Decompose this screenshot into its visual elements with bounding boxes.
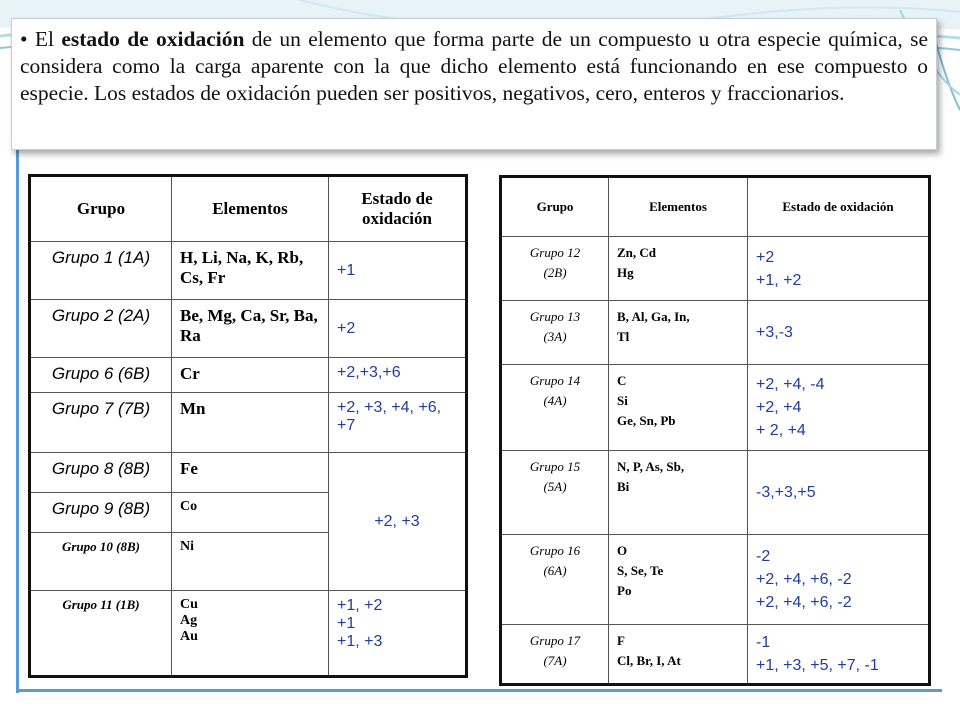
- row-group: [501, 237, 609, 301]
- group-line: Grupo 16: [529, 543, 581, 558]
- table-row: [501, 451, 930, 535]
- header-grupo: Grupo: [30, 176, 172, 242]
- state-line: +2: [756, 248, 775, 266]
- row-states: [748, 451, 930, 535]
- group-line: Grupo 17: [529, 633, 581, 648]
- row-elements: [609, 451, 748, 535]
- oxidation-table-left: [28, 174, 468, 678]
- group-line: (7A): [543, 653, 567, 668]
- intro-text-bold: estado de oxidación: [61, 27, 245, 51]
- state-line: +1, +3: [337, 633, 383, 650]
- table-row: [501, 625, 930, 685]
- group-line: (2B): [543, 265, 567, 280]
- header-grupo: Grupo: [501, 177, 609, 237]
- group-line: (6A): [543, 563, 567, 578]
- table-row: [30, 242, 467, 300]
- table-row: [501, 237, 930, 301]
- state-line: -3,+3,+5: [756, 484, 816, 501]
- row-elements: H, Li, Na, K, Rb, Cs, Fr: [172, 242, 329, 300]
- header-estado: Estado de oxidación: [329, 176, 467, 242]
- row-states: [748, 301, 930, 365]
- row-group: Grupo 10 (8B): [30, 533, 172, 591]
- element-line: Tl: [617, 329, 630, 344]
- element-line: O: [617, 543, 628, 558]
- row-group: Grupo 9 (8B): [30, 493, 172, 533]
- header-estado: Estado de oxidación: [748, 177, 930, 237]
- row-group: [501, 365, 609, 451]
- row-states: +2, +3, +4, +6, +7: [329, 393, 467, 453]
- row-states: [748, 365, 930, 451]
- state-line: + 2, +4: [756, 422, 806, 439]
- element-line: Po: [617, 583, 632, 598]
- element-line: Cl, Br, I, At: [617, 653, 681, 668]
- element-line: Au: [180, 629, 198, 644]
- row-elements: [609, 237, 748, 301]
- element-line: Zn, Cd: [617, 245, 657, 260]
- table-row: [30, 300, 467, 358]
- row-elements: [609, 625, 748, 685]
- row-group: [501, 451, 609, 535]
- element-line: Si: [617, 393, 628, 408]
- table-row: [30, 358, 467, 393]
- row-elements: [172, 591, 329, 677]
- table-row: [30, 453, 467, 493]
- table-row: [501, 365, 930, 451]
- table-row: [30, 393, 467, 453]
- group-line: Grupo 12: [529, 245, 581, 260]
- header-elementos: Elementos: [609, 177, 748, 237]
- row-elements: Ni: [172, 533, 329, 591]
- state-line: +1, +2: [337, 597, 383, 614]
- group-line: Grupo 13: [529, 309, 581, 324]
- element-line: B, Al, Ga, In,: [617, 309, 690, 324]
- row-states: [748, 535, 930, 625]
- element-line: Hg: [617, 265, 634, 280]
- row-group: [501, 535, 609, 625]
- element-line: F: [617, 633, 625, 648]
- state-line: +3,-3: [756, 324, 793, 341]
- row-elements: Co: [172, 493, 329, 533]
- row-elements: Be, Mg, Ca, Sr, Ba, Ra: [172, 300, 329, 358]
- row-group: Grupo 11 (1B): [30, 591, 172, 677]
- row-elements: [609, 365, 748, 451]
- state-line: +2, +4, -4: [756, 376, 825, 393]
- bottom-accent-border: [16, 689, 942, 692]
- row-states: +2: [329, 300, 467, 358]
- row-group: Grupo 6 (6B): [30, 358, 172, 393]
- intro-text-box: [11, 18, 937, 150]
- group-line: (4A): [543, 393, 567, 408]
- row-elements: Fe: [172, 453, 329, 493]
- row-group: Grupo 8 (8B): [30, 453, 172, 493]
- row-states: +2,+3,+6: [329, 358, 467, 393]
- element-line: S, Se, Te: [617, 563, 664, 578]
- state-line: +1: [337, 615, 356, 632]
- state-line: +2, +4, +6, -2: [756, 594, 852, 611]
- row-group: Grupo 7 (7B): [30, 393, 172, 453]
- table-row: [501, 301, 930, 365]
- group-line: (5A): [543, 479, 567, 494]
- row-states: +1: [329, 242, 467, 300]
- row-group: [501, 625, 609, 685]
- row-group: Grupo 1 (1A): [30, 242, 172, 300]
- state-line: +2, +4: [756, 399, 802, 416]
- group-line: Grupo 14: [529, 373, 581, 388]
- group-line: Grupo 15: [529, 459, 581, 474]
- state-line: -2: [756, 548, 771, 565]
- row-group: [501, 301, 609, 365]
- table-header-row: [501, 177, 930, 237]
- element-line: Cu: [180, 597, 198, 612]
- intro-text-start: El: [34, 27, 62, 51]
- row-states: [748, 625, 930, 685]
- row-states: [748, 237, 930, 301]
- state-line: +1, +2: [756, 271, 802, 289]
- element-line: Bi: [617, 479, 630, 494]
- table-row: [501, 535, 930, 625]
- element-line: Ag: [180, 613, 198, 628]
- element-line: C: [617, 373, 627, 388]
- row-group: Grupo 2 (2A): [30, 300, 172, 358]
- state-line: -1: [756, 634, 771, 651]
- row-elements: Cr: [172, 358, 329, 393]
- table-row: [30, 591, 467, 677]
- state-line: +1, +3, +5, +7, -1: [756, 657, 879, 674]
- row-states-merged: +2, +3: [329, 453, 467, 591]
- group-line: (3A): [543, 329, 567, 344]
- bullet-icon: •: [20, 27, 28, 51]
- row-elements: [609, 301, 748, 365]
- header-elementos: Elementos: [172, 176, 329, 242]
- row-elements: Mn: [172, 393, 329, 453]
- oxidation-table-right: [499, 175, 931, 686]
- row-elements: [609, 535, 748, 625]
- element-line: N, P, As, Sb,: [617, 459, 685, 474]
- intro-text-rest: de un elemento que forma parte de un compuesto u otra especie química, se considera como la carga aparente con la que dicho elemento está funcionando en ese compuesto o especie. Los estados de oxidación pueden ser positivos, negativos, cero, enteros y fraccionarios.: [20, 27, 929, 105]
- element-line: Ge, Sn, Pb: [617, 413, 676, 428]
- table-header-row: [30, 176, 467, 242]
- row-states: [329, 591, 467, 677]
- state-line: +2, +4, +6, -2: [756, 571, 852, 588]
